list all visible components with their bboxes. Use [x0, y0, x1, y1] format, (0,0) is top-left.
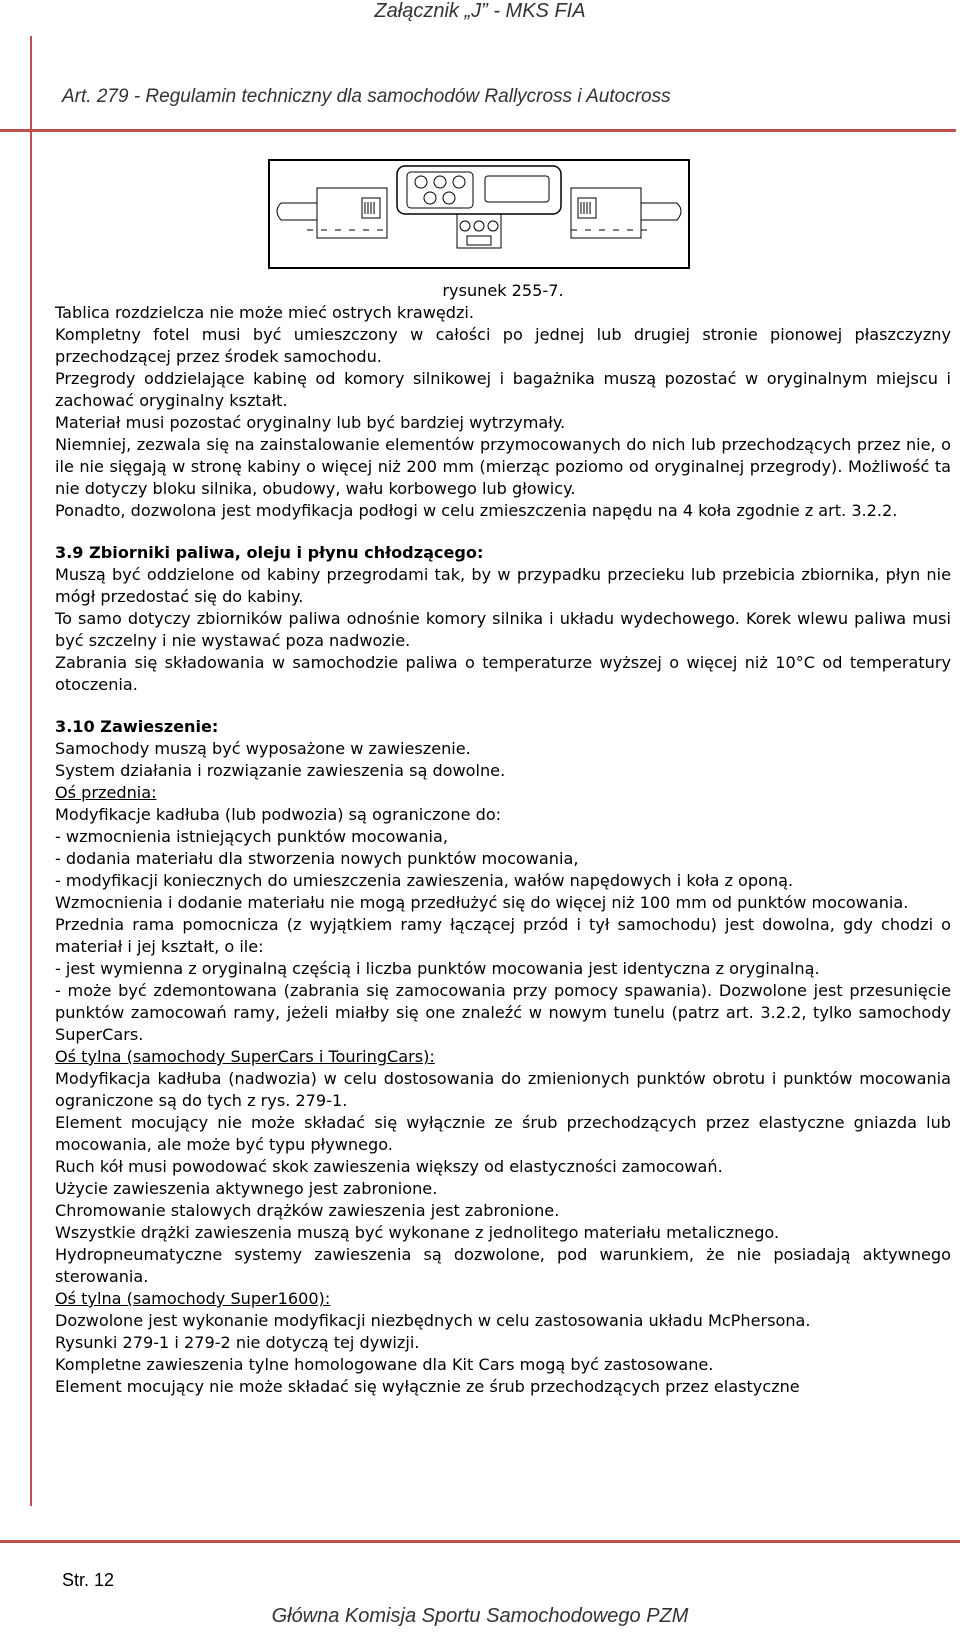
paragraph: System działania i rozwiązanie zawieszenia są dowolne. [55, 761, 506, 780]
paragraph: Przegrody oddzielające kabinę od komory silnikowej i bagażnika muszą pozostać w oryginalnym miejscu i zachować oryginalny kształt. [55, 369, 951, 410]
page-number: Str. 12 [62, 1570, 115, 1590]
section-heading-3-9: 3.9 Zbiorniki paliwa, oleju i płynu chłodzącego: [55, 543, 484, 562]
footer-org: Główna Komisja Sportu Samochodowego PZM [271, 1605, 689, 1627]
paragraph: Rysunki 279-1 i 279-2 nie dotyczą tej dywizji. [55, 1333, 420, 1352]
list-item: - wzmocnienia istniejących punktów mocowania, [55, 827, 449, 846]
paragraph: Modyfikacje kadłuba (lub podwozia) są ograniczone do: [55, 805, 502, 824]
paragraph: Użycie zawieszenia aktywnego jest zabronione. [55, 1179, 438, 1198]
document-header: Załącznik „J” - MKS FIA [374, 0, 586, 22]
paragraph: Hydropneumatyczne systemy zawieszenia są dozwolone, pod warunkiem, że nie posiadają aktywnego sterowania. [55, 1245, 951, 1286]
paragraph: Wzmocnienia i dodanie materiału nie mogą przedłużyć się do więcej niż 100 mm od punktów mocowania. [55, 893, 909, 912]
paragraph: Chromowanie stalowych drążków zawieszenia jest zabronione. [55, 1201, 560, 1220]
figure-caption: rysunek 255-7. [442, 281, 564, 300]
paragraph: Tablica rozdzielcza nie może mieć ostrych krawędzi. [55, 303, 475, 322]
paragraph: To samo dotyczy zbiorników paliwa odnośnie komory silnika i układu wydechowego. Korek wlewu paliwa musi być szczelny i nie wystawać poza nadwozie. [55, 609, 951, 650]
subheading-rear-axle-super1600: Oś tylna (samochody Super1600): [55, 1289, 331, 1308]
section-heading-3-10: 3.10 Zawieszenie: [55, 717, 219, 736]
paragraph: Ruch kół musi powodować skok zawieszenia większy od elastyczności zamocowań. [55, 1157, 723, 1176]
list-item: - jest wymienna z oryginalną częścią i liczba punktów mocowania jest identyczna z oryginalną. [55, 959, 820, 978]
list-item: - modyfikacji koniecznych do umieszczenia zawieszenia, wałów napędowych i koła z oponą. [55, 871, 794, 890]
paragraph: Zabrania się składowania w samochodzie paliwa o temperaturze wyższej o więcej niż 10°C od temperatury otoczenia. [55, 653, 951, 694]
document-body [55, 280, 951, 1398]
paragraph: Element mocujący nie może składać się wyłącznie ze śrub przechodzących przez elastyczne gniazda lub mocowania, ale może być typu pływnego. [55, 1113, 951, 1154]
paragraph: Samochody muszą być wyposażone w zawieszenie. [55, 739, 471, 758]
list-item: - może być zdemontowana (zabrania się zamocowania przy pomocy spawania). Dozwolone jest przesunięcie punktów zamocowań ramy, jeżeli miałby się one znaleźć w nowym tunelu (patrz art. 3.2.2, tylko samochody SuperCars. [55, 981, 951, 1044]
subheading-rear-axle-supercars: Oś tylna (samochody SuperCars i TouringCars): [55, 1047, 435, 1066]
paragraph: Materiał musi pozostać oryginalny lub być bardziej wytrzymały. [55, 413, 566, 432]
paragraph: Wszystkie drążki zawieszenia muszą być wykonane z jednolitego materiału metalicznego. [55, 1223, 780, 1242]
article-title: Art. 279 - Regulamin techniczny dla samochodów Rallycross i Autocross [62, 86, 671, 107]
header-rule [0, 129, 956, 132]
paragraph: Kompletne zawieszenia tylne homologowane dla Kit Cars mogą być zastosowane. [55, 1355, 714, 1374]
paragraph: Muszą być oddzielone od kabiny przegrodami tak, by w przypadku przecieku lub przebicia zbiornika, płyn nie mógł przedostać się do kabiny. [55, 565, 951, 606]
subheading-front-axle: Oś przednia: [55, 783, 157, 802]
margin-line-vertical [30, 36, 32, 1506]
paragraph: Kompletny fotel musi być umieszczony w całości po jednej lub drugiej stronie pionowej płaszczyzny przechodzącej przez środek samochodu. [55, 325, 951, 366]
paragraph: Niemniej, zezwala się na zainstalowanie elementów przymocowanych do nich lub przechodzących przez nie, o ile nie sięgają w stronę kabiny o więcej niż 200 mm (mierząc poziomo od oryginalnej przegrody). Możliwość ta nie dotyczy bloku silnika, obudowy, wału korbowego lub głowicy. [55, 435, 951, 498]
paragraph: Przednia rama pomocnicza (z wyjątkiem ramy łączącej przód i tył samochodu) jest dowolna, gdy chodzi o materiał i jej kształt, o ile: [55, 915, 951, 956]
footer-rule [0, 1540, 960, 1543]
paragraph: Ponadto, dozwolona jest modyfikacja podłogi w celu zmieszczenia napędu na 4 koła zgodnie z art. 3.2.2. [55, 501, 898, 520]
paragraph: Element mocujący nie może składać się wyłącznie ze śrub przechodzących przez elastyczne [55, 1377, 800, 1396]
paragraph: Dozwolone jest wykonanie modyfikacji niezbędnych w celu zastosowania układu McPhersona. [55, 1311, 811, 1330]
list-item: - dodania materiału dla stworzenia nowych punktów mocowania, [55, 849, 579, 868]
paragraph: Modyfikacja kadłuba (nadwozia) w celu dostosowania do zmienionych punktów obrotu i punktów mocowania ograniczone są do tych z rys. 279-1. [55, 1069, 951, 1110]
dashboard-figure [267, 158, 691, 274]
